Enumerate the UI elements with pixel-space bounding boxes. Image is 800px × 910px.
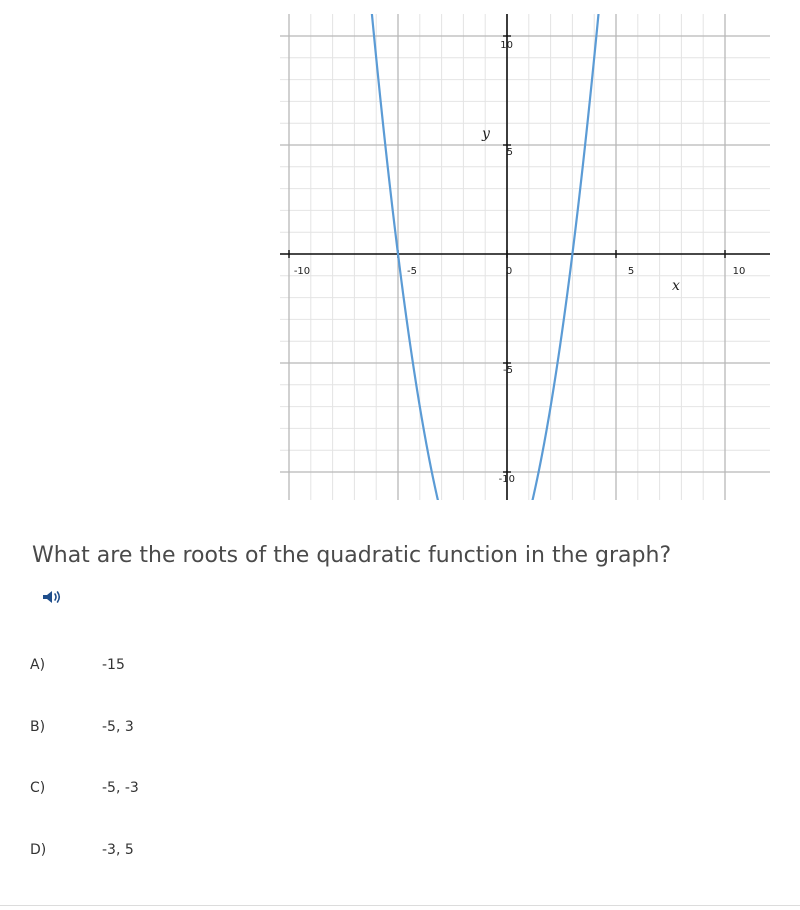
speaker-icon[interactable] [40, 587, 64, 607]
x-axis-label: x [672, 278, 680, 294]
choice-letter: D) [30, 842, 47, 858]
choice-answer: -3, 5 [102, 842, 134, 858]
choice-c[interactable] [30, 780, 330, 804]
y-tick-label-10: 10 [500, 40, 513, 51]
x-tick-label-5: 5 [627, 266, 635, 277]
question-text: What are the roots of the quadratic function in the graph? [32, 543, 672, 568]
choice-answer: -5, -3 [102, 780, 139, 796]
y-tick-label-5: 5 [506, 147, 513, 158]
y-tick-label-neg5: -5 [503, 365, 513, 376]
x-tick-label-neg5: -5 [407, 266, 417, 277]
choice-letter: C) [30, 780, 46, 796]
x-tick-label-neg10: -10 [293, 266, 311, 277]
major-gridlines [280, 14, 770, 500]
quadratic-graph [280, 14, 770, 500]
parabola-curve-right [485, 14, 598, 500]
y-axis-label: y [482, 126, 490, 142]
choice-answer: -15 [102, 657, 125, 673]
choice-a[interactable] [30, 657, 330, 681]
axes [280, 14, 770, 500]
minor-gridlines [280, 14, 770, 500]
graph-canvas [280, 14, 770, 500]
x-tick-label-10: 10 [732, 266, 746, 277]
x-tick-label-0: 0 [505, 266, 513, 277]
parabola-curve-left [372, 14, 485, 500]
choice-letter: A) [30, 657, 46, 673]
choice-letter: B) [30, 719, 46, 735]
choice-d[interactable] [30, 842, 330, 866]
divider [0, 905, 800, 906]
choice-answer: -5, 3 [102, 719, 134, 735]
y-tick-label-neg10: -10 [498, 474, 515, 485]
choice-b[interactable] [30, 719, 330, 743]
